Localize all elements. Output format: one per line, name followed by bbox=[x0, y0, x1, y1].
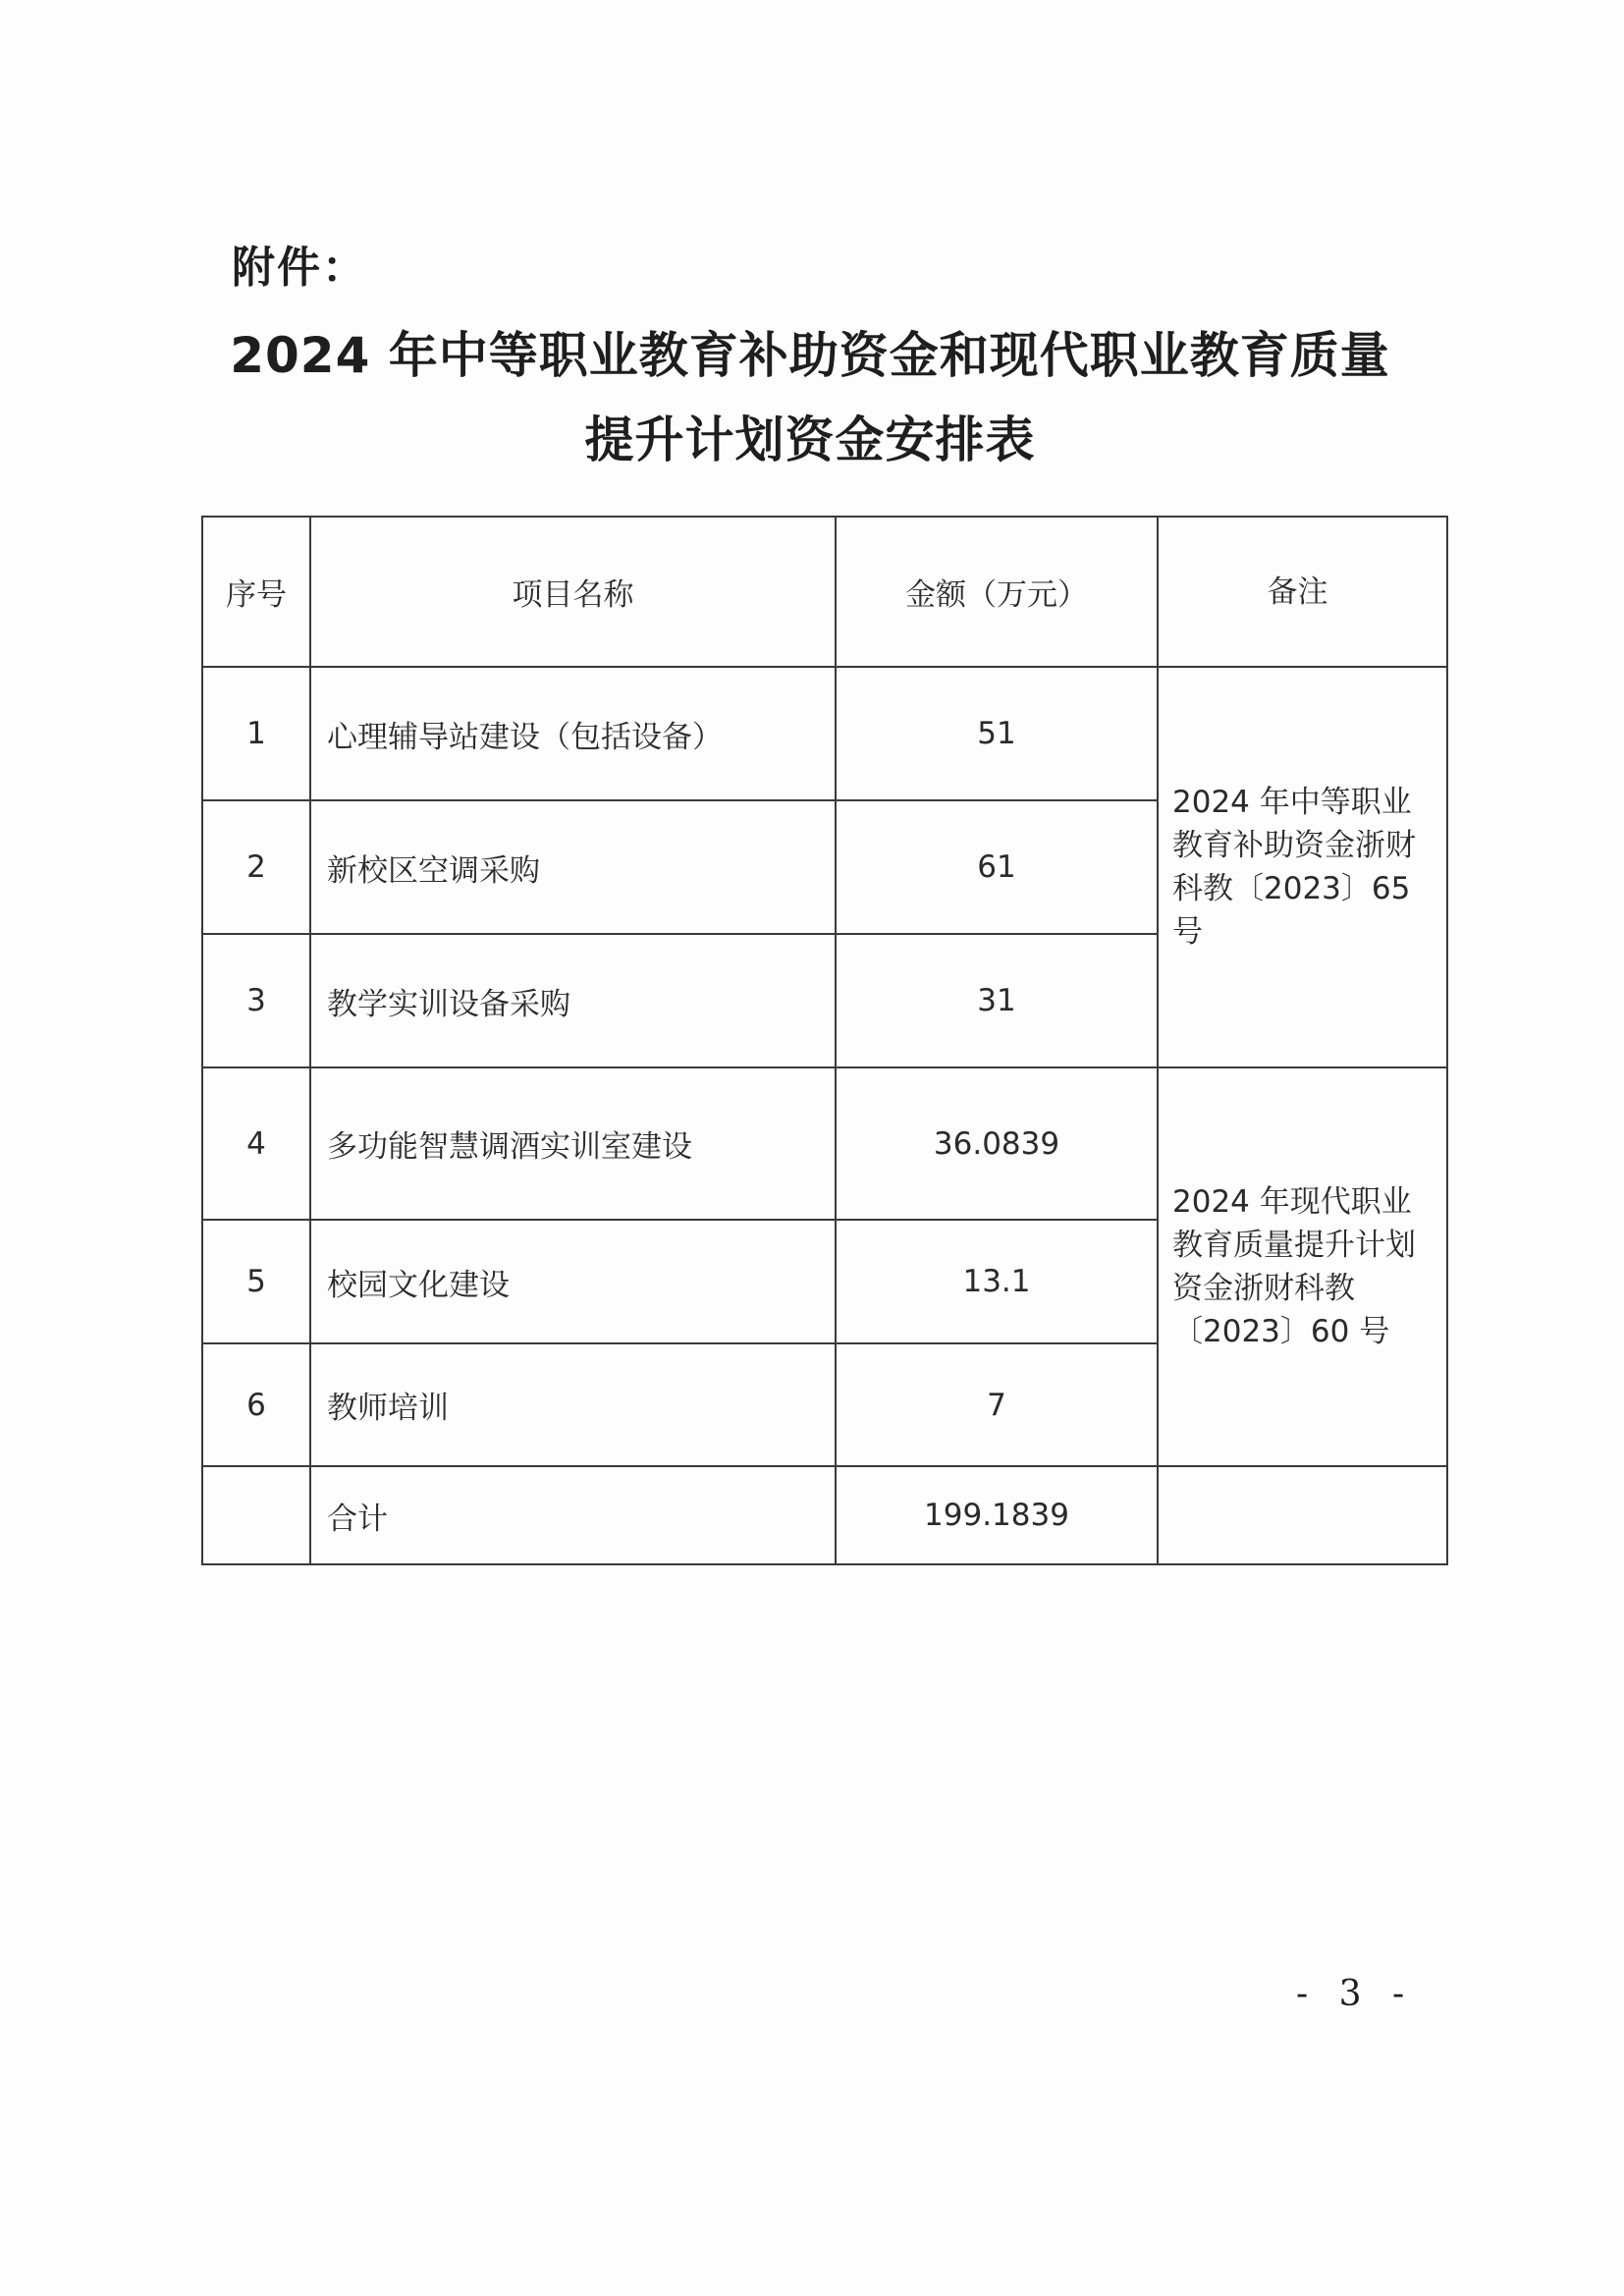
page-number: - 3 - bbox=[1296, 1974, 1415, 2014]
row-project-name: 新校区空调采购 bbox=[310, 800, 836, 934]
header-seq: 序号 bbox=[202, 517, 310, 667]
document-title-line-1: 2024 年中等职业教育补助资金和现代职业教育质量 bbox=[230, 327, 1390, 384]
note-group-2: 2024 年现代职业教育质量提升计划资金浙财科教〔2023〕60 号 bbox=[1158, 1067, 1447, 1466]
row-project-name: 心理辅导站建设（包括设备） bbox=[310, 667, 836, 800]
row-project-name: 多功能智慧调酒实训室建设 bbox=[310, 1067, 836, 1220]
document-title-line-2: 提升计划资金安排表 bbox=[584, 411, 1036, 468]
row-project-name: 教学实训设备采购 bbox=[310, 934, 836, 1067]
table-row bbox=[202, 1067, 1447, 1220]
total-seq-empty bbox=[202, 1466, 310, 1564]
row-amount: 31 bbox=[836, 934, 1158, 1067]
funding-allocation-table bbox=[201, 516, 1448, 1565]
row-amount: 61 bbox=[836, 800, 1158, 934]
total-amount: 199.1839 bbox=[836, 1466, 1158, 1564]
total-note-empty bbox=[1158, 1466, 1447, 1564]
attachment-label: 附件： bbox=[232, 243, 367, 293]
row-project-name: 校园文化建设 bbox=[310, 1220, 836, 1343]
row-seq: 6 bbox=[202, 1343, 310, 1466]
header-amount: 金额（万元） bbox=[836, 517, 1158, 667]
header-note: 备注 bbox=[1158, 517, 1447, 667]
row-seq: 2 bbox=[202, 800, 310, 934]
row-project-name: 教师培训 bbox=[310, 1343, 836, 1466]
row-seq: 5 bbox=[202, 1220, 310, 1343]
total-row bbox=[202, 1466, 1447, 1564]
row-seq: 3 bbox=[202, 934, 310, 1067]
table-header-row bbox=[202, 517, 1447, 667]
note-group-1: 2024 年中等职业教育补助资金浙财科教〔2023〕65 号 bbox=[1158, 667, 1447, 1067]
row-seq: 1 bbox=[202, 667, 310, 800]
row-amount: 51 bbox=[836, 667, 1158, 800]
row-amount: 7 bbox=[836, 1343, 1158, 1466]
table-row bbox=[202, 667, 1447, 800]
header-project-name: 项目名称 bbox=[310, 517, 836, 667]
row-amount: 13.1 bbox=[836, 1220, 1158, 1343]
row-seq: 4 bbox=[202, 1067, 310, 1220]
total-label: 合计 bbox=[310, 1466, 836, 1564]
row-amount: 36.0839 bbox=[836, 1067, 1158, 1220]
